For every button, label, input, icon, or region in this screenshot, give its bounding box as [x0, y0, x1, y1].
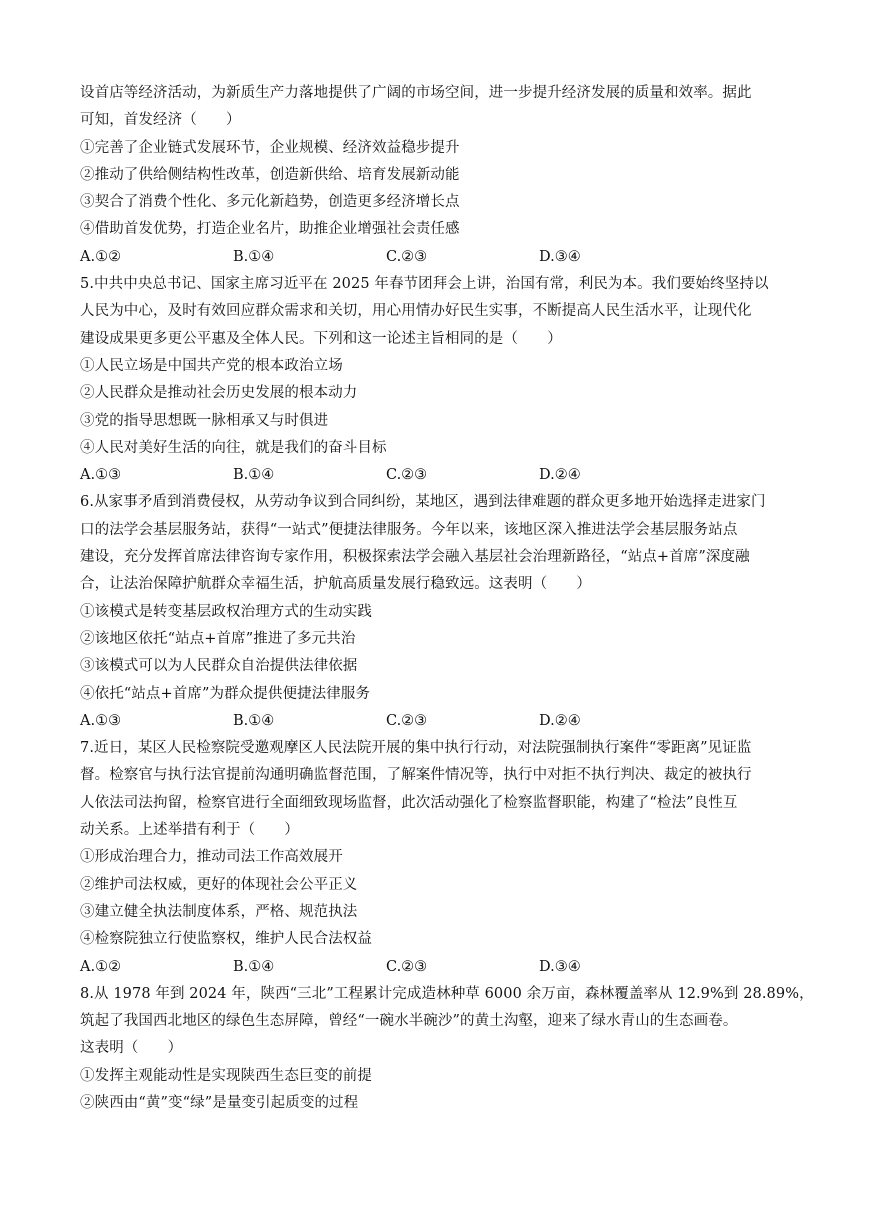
question-5: [80, 271, 800, 489]
question-stem-line: 建设，充分发挥首席法律咨询专家作用，积极探索法学会融入基层社会治理新路径，“站点+首席”深度融: [80, 549, 750, 566]
question-stem-line: 可知，首发经济（ ）: [80, 112, 241, 129]
question-stem-line: 这表明（ ）: [80, 1040, 183, 1057]
statement-item: ①人民立场是中国共产党的根本政治立场: [80, 357, 343, 374]
option-d: D.②④: [539, 467, 581, 484]
option-a: A.①②: [80, 248, 122, 265]
option-c: C.②③: [386, 712, 428, 729]
statement-item: ②陕西由“黄”变“绿”是量变引起质变的过程: [80, 1094, 359, 1111]
statement-item: ①发挥主观能动性是实现陕西生态巨变的前提: [80, 1067, 372, 1084]
answer-options: [80, 462, 800, 489]
question-stem-line: 设首店等经济活动，为新质生产力落地提供了广阔的市场空间，进一步提升经济发展的质量和效率。据此: [80, 85, 752, 101]
question-stem-line: 动关系。上述举措有利于（ ）: [80, 822, 299, 839]
option-c: C.②③: [386, 958, 428, 975]
statement-item: ③该模式可以为人民群众自治提供法律依据: [80, 658, 358, 675]
statement-item: ④依托“站点+首席”为群众提供便捷法律服务: [80, 685, 371, 702]
statement-item: ④检察院独立行使监察权，维护人民合法权益: [80, 931, 372, 948]
question-stem-line: 人依法司法拘留，检察官进行全面细致现场监督，此次活动强化了检察监督职能，构建了“检法”良性互: [80, 794, 738, 811]
option-a: A.①③: [80, 712, 122, 729]
statement-item: ③契合了消费个性化、多元化新趋势，创造更多经济增长点: [80, 194, 460, 211]
option-b: B.①④: [233, 712, 275, 729]
exam-page: [80, 80, 814, 1117]
option-d: D.③④: [539, 958, 581, 975]
option-d: D.③④: [539, 248, 581, 265]
statement-item: ②维护司法权威，更好的体现社会公平正义: [80, 876, 358, 893]
option-d: D.②④: [539, 712, 581, 729]
question-stem-line: 筑起了我国西北地区的绿色生态屏障，曾经“一碗水半碗沙”的黄土沟壑，迎来了绿水青山的生态画卷。: [80, 1013, 738, 1030]
option-b: B.①④: [233, 467, 275, 484]
option-b: B.①④: [233, 248, 275, 265]
statement-item: ①该模式是转变基层政权治理方式的生动实践: [80, 603, 372, 620]
question-stem-line: 口的法学会基层服务站，获得“一站式”便捷法律服务。今年以来，该地区深入推进法学会基层服务站点: [80, 521, 738, 538]
statement-item: ③党的指导思想既一脉相承又与时俱进: [80, 412, 329, 429]
statement-item: ④借助首发优势，打造企业名片，助推企业增强社会责任感: [80, 221, 460, 238]
statement-item: ②人民群众是推动社会历史发展的根本动力: [80, 385, 358, 402]
question-stem-line: 6.从家事矛盾到消费侵权，从劳动争议到合同纠纷，某地区，遇到法律难题的群众更多地开始选择走进家门: [80, 494, 766, 511]
question-stem-line: 7.近日，某区人民检察院受邀观摩区人民法院开展的集中执行行动，对法院强制执行案件“零距离”见证监: [80, 740, 752, 757]
question-7: [80, 735, 800, 981]
question-6: [80, 489, 800, 735]
statement-item: ①形成治理合力，推动司法工作高效展开: [80, 849, 343, 866]
question-4: [80, 80, 800, 271]
statement-item: ②推动了供给侧结构性改革，创造新供给、培育发展新动能: [80, 166, 460, 183]
question-stem-line: 合，让法治保障护航群众幸福生活，护航高质量发展行稳致远。这表明（ ）: [80, 576, 591, 593]
statement-item: ①完善了企业链式发展环节，企业规模、经济效益稳步提升: [80, 139, 460, 156]
answer-options: [80, 244, 800, 271]
question-stem-line: 督。检察官与执行法官提前沟通明确监督范围，了解案件情况等，执行中对拒不执行判决、裁定的被执行: [80, 767, 752, 784]
question-stem-line: 人民为中心，及时有效回应群众需求和关切，用心用情办好民生实事，不断提高人民生活水平，让现代化: [80, 303, 752, 320]
answer-options: [80, 708, 800, 735]
statement-item: ③建立健全执法制度体系，严格、规范执法: [80, 903, 358, 920]
question-stem-line: 5.中共中央总书记、国家主席习近平在 2025 年春节团拜会上讲，治国有常，利民为本。我们要始终坚持以: [80, 276, 769, 293]
statement-item: ②该地区依托“站点+首席”推进了多元共治: [80, 630, 356, 647]
option-c: C.②③: [386, 467, 428, 484]
question-8: [80, 981, 814, 1117]
option-b: B.①④: [233, 958, 275, 975]
statement-item: ④人民对美好生活的向往，就是我们的奋斗目标: [80, 439, 387, 456]
question-stem-line: 8.从 1978 年到 2024 年，陕西“三北”工程累计完成造林种草 6000 余万亩，森林覆盖率从 12.9%到 28.89%，: [80, 985, 814, 1002]
option-c: C.②③: [386, 248, 428, 265]
answer-options: [80, 954, 800, 981]
option-a: A.①②: [80, 958, 122, 975]
question-stem-line: 建设成果更多更公平惠及全体人民。下列和这一论述主旨相同的是（ ）: [80, 330, 562, 347]
option-a: A.①③: [80, 467, 122, 484]
